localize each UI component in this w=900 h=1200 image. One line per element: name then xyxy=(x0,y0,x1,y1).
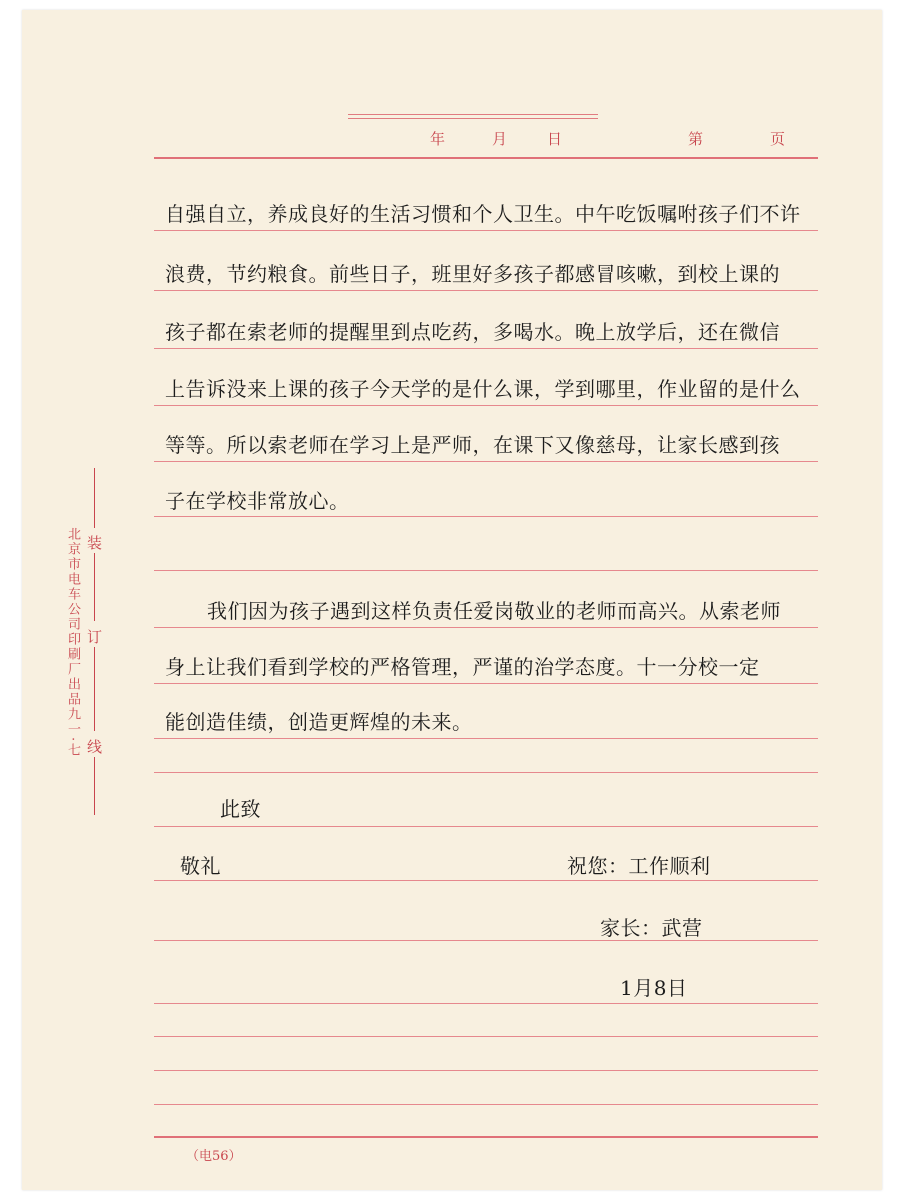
ruled-line xyxy=(154,461,818,462)
form-code: （电56） xyxy=(186,1149,242,1164)
ruled-line xyxy=(154,1036,818,1037)
letter-date: 1月8日 xyxy=(620,976,688,1000)
closing-wish: 祝您：工作顺利 xyxy=(567,854,711,878)
binding-label-xian: 线 xyxy=(87,738,103,756)
binding-line xyxy=(94,553,95,621)
body-line: 上告诉没来上课的孩子今天学的是什么课，学到哪里，作业留的是什么 xyxy=(165,377,801,401)
header-year-label: 年 xyxy=(430,130,446,148)
ruled-line xyxy=(154,230,818,231)
ruled-line xyxy=(154,627,818,628)
body-line: 自强自立，养成良好的生活习惯和个人卫生。中午吃饭嘱咐孩子们不许 xyxy=(165,202,801,226)
ruled-line xyxy=(154,290,818,291)
body-line: 我们因为孩子遇到这样负责任爱岗敬业的老师而高兴。从索老师 xyxy=(207,599,781,623)
binding-line xyxy=(94,468,95,528)
closing-jing-li: 敬礼 xyxy=(180,854,221,878)
header-day-label: 日 xyxy=(547,130,563,148)
header-double-rule-bottom xyxy=(348,118,598,119)
ruled-line xyxy=(154,1070,818,1071)
ruled-line xyxy=(154,1003,818,1004)
ruled-line xyxy=(154,405,818,406)
ruled-line xyxy=(154,880,818,881)
ruled-line xyxy=(154,826,818,827)
ruled-line xyxy=(154,683,818,684)
binding-line xyxy=(94,757,95,815)
publisher-imprint: 北京市电车公司印刷厂出品九一·七 xyxy=(65,527,80,759)
ruled-line xyxy=(154,738,818,739)
header-page-prefix: 第 xyxy=(688,130,704,148)
header-page-suffix: 页 xyxy=(770,130,786,148)
ruled-line xyxy=(154,348,818,349)
ruled-line xyxy=(154,570,818,571)
header-month-label: 月 xyxy=(492,130,508,148)
ruled-line xyxy=(154,772,818,773)
ruled-line xyxy=(154,1136,818,1138)
body-line: 身上让我们看到学校的严格管理，严谨的治学态度。十一分校一定 xyxy=(165,655,760,679)
body-line: 浪费，节约粮食。前些日子，班里好多孩子都感冒咳嗽，到校上课的 xyxy=(165,262,780,286)
closing-ci-zhi: 此致 xyxy=(220,797,261,821)
ruled-line xyxy=(154,1104,818,1105)
ruled-line xyxy=(154,157,818,159)
binding-line xyxy=(94,647,95,731)
body-line: 能创造佳绩，创造更辉煌的未来。 xyxy=(165,710,473,734)
header-double-rule-top xyxy=(348,114,598,115)
body-line: 等等。所以索老师在学习上是严师，在课下又像慈母，让家长感到孩 xyxy=(165,433,780,457)
signature: 家长：武营 xyxy=(600,916,703,940)
body-line: 子在学校非常放心。 xyxy=(165,489,350,513)
ruled-line xyxy=(154,516,818,517)
ruled-line xyxy=(154,940,818,941)
binding-label-zhuang: 装 xyxy=(87,534,103,552)
body-line: 孩子都在索老师的提醒里到点吃药，多喝水。晚上放学后，还在微信 xyxy=(165,320,780,344)
binding-label-ding: 订 xyxy=(87,628,103,646)
